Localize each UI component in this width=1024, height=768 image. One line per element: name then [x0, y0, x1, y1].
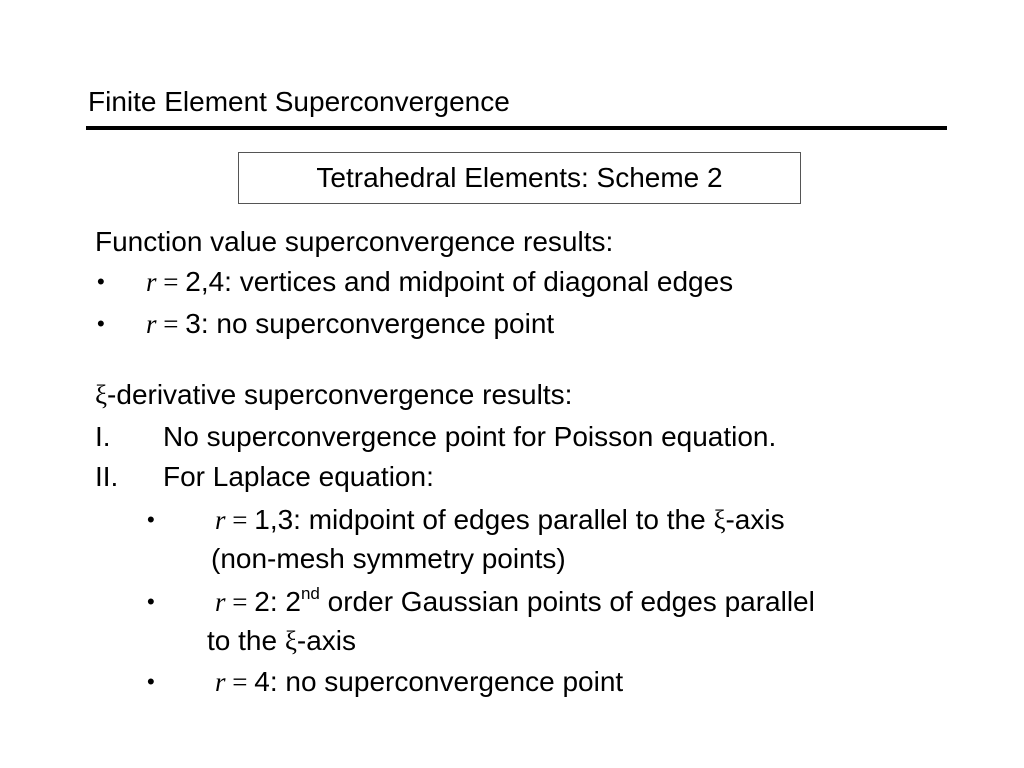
scheme-box-label: Tetrahedral Elements: Scheme 2: [316, 162, 723, 193]
derivative-heading: [95, 377, 572, 413]
laplace-item-2-text: 2: 2: [254, 586, 301, 617]
xi-symbol: ξ: [284, 626, 297, 656]
bullet-icon: •: [147, 669, 155, 694]
equals-sign: =: [225, 587, 255, 617]
bullet-icon: •: [97, 311, 105, 336]
bullet-icon: •: [147, 507, 155, 532]
xi-symbol: ξ: [95, 380, 108, 410]
equals-sign: =: [225, 667, 255, 697]
laplace-item-2-continuation-text: to the: [207, 625, 285, 656]
bullet-icon: •: [147, 589, 155, 614]
laplace-item-2-text-rest: order Gaussian points of edges parallel: [319, 586, 815, 617]
variable-r: r: [215, 667, 226, 697]
title-underline: [86, 126, 947, 130]
slide-title: Finite Element Superconvergence: [88, 86, 510, 117]
laplace-item-1-text: 1,3: midpoint of edges parallel to the: [254, 504, 714, 535]
roman-item-2-text: For Laplace equation:: [163, 461, 434, 492]
laplace-item-2-axis: -axis: [296, 625, 357, 656]
function-value-item-2: [146, 306, 554, 342]
roman-item-1-text: No superconvergence point for Poisson equation.: [163, 421, 777, 452]
function-value-heading: Function value superconvergence results:: [95, 226, 614, 257]
equals-sign: =: [156, 267, 186, 297]
equals-sign: =: [225, 505, 255, 535]
ordinal-superscript: nd: [300, 584, 320, 603]
laplace-item-2: [215, 584, 815, 620]
variable-r: r: [215, 505, 226, 535]
laplace-item-3: [215, 664, 623, 700]
equals-sign: =: [156, 309, 186, 339]
bullet-icon: •: [97, 269, 105, 294]
derivative-heading-text: -derivative superconvergence results:: [107, 379, 573, 410]
variable-r: r: [146, 309, 157, 339]
function-value-item-2-text: 3: no superconvergence point: [185, 308, 555, 339]
roman-numeral-1: I.: [95, 421, 111, 452]
variable-r: r: [146, 267, 157, 297]
laplace-item-1: [215, 502, 785, 538]
function-value-item-1-text: 2,4: vertices and midpoint of diagonal edges: [185, 266, 734, 297]
roman-numeral-2: II.: [95, 461, 119, 492]
function-value-item-1: [146, 264, 733, 300]
laplace-item-2-continuation: [207, 623, 356, 659]
laplace-item-3-text: 4: no superconvergence point: [254, 666, 624, 697]
variable-r: r: [215, 587, 226, 617]
laplace-item-1-continuation: (non-mesh symmetry points): [211, 543, 566, 574]
laplace-item-1-axis: -axis: [725, 504, 785, 535]
xi-symbol: ξ: [713, 505, 726, 535]
scheme-box: [238, 152, 801, 204]
